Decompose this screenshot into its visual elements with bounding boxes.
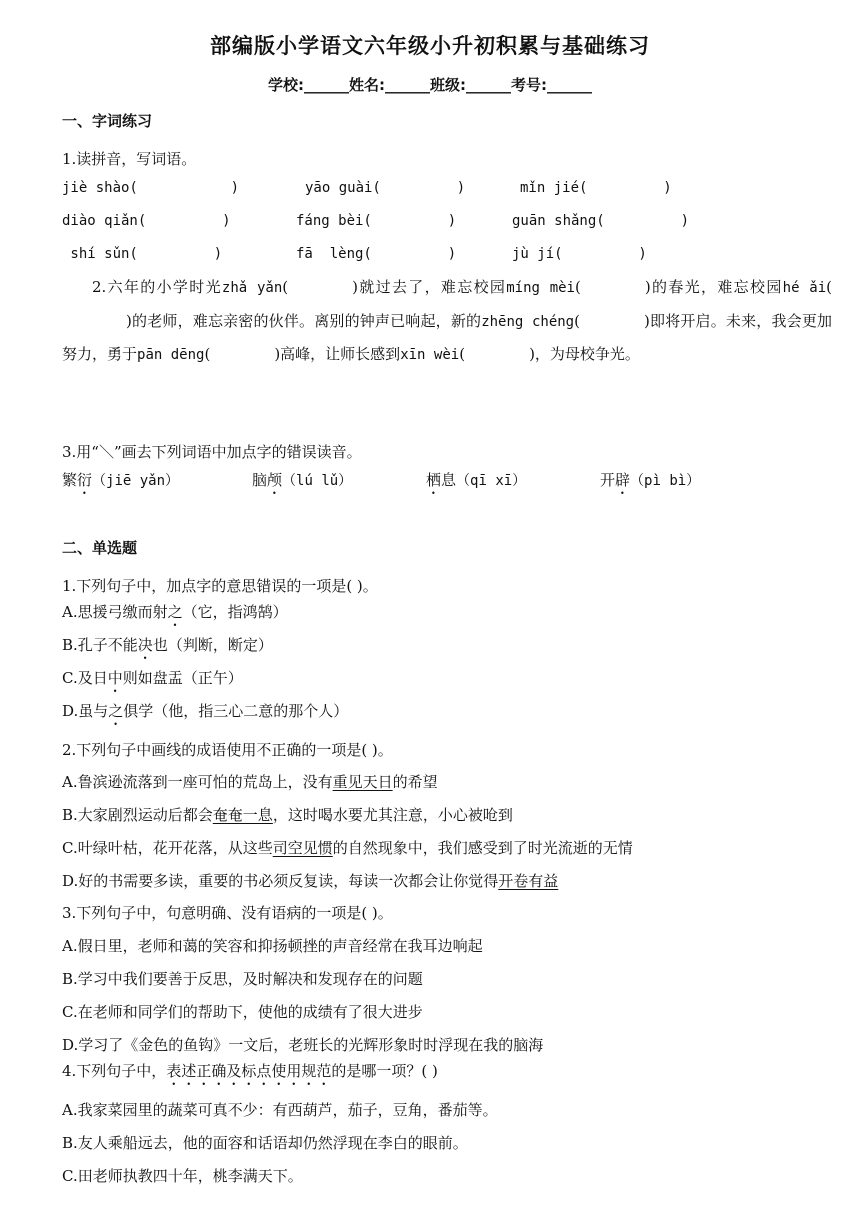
pinyin-item: shí sǔn( ) [62, 246, 223, 262]
pinyin-prompt: zhēng chéng [481, 313, 575, 330]
pronunciation-item: 脑颅（lú lǔ） [252, 471, 353, 489]
mc-question-4-stem: 4.下列句子中，表述正确及标点使用规范的是哪一项？( ) [62, 1062, 438, 1080]
pronunciation-item: 开辟（pì bì） [600, 471, 701, 489]
option-d: D.学习了《金色的鱼钩》一文后，老班长的光辉形象时时浮现在我的脑海 [62, 1036, 544, 1054]
dotted-character: 衍 [77, 471, 93, 489]
section-heading-single-choice: 二、单选题 [62, 539, 138, 557]
dotted-character: 辟 [615, 471, 631, 489]
question-2-paragraph: 2.六年的小学时光zhǎ yǎn( )就过去了，难忘校园míng mèi( )的春光，难忘校园hé ǎi()的老师，难忘亲密的伙伴。离别的钟声已响起，新的zhēng chéng( )即将开启。未来，我会更加努力，勇于pān dēng( )高峰，让师长感到xīn wèi( )，为母校争光。 [62, 278, 832, 363]
question-3-stem: 3.用“＼”画去下列词语中加点字的错误读音。 [62, 443, 362, 461]
option-b: B.大家剧烈运动后都会奄奄一息，这时喝水要尤其注意，小心被呛到 [62, 806, 513, 824]
page-title: 部编版小学语文六年级小升初积累与基础练习 [210, 34, 650, 58]
underlined-idiom: 重见天日 [332, 773, 393, 791]
pinyin-item: fáng bèi( ) [296, 213, 457, 229]
student-info-line: 学校:______姓名:______班级:______考号:______ [268, 76, 592, 94]
pinyin-item: diào qiǎn( ) [62, 213, 231, 229]
option-b: B.友人乘船远去，他的面容和话语却仍然浮现在李白的眼前。 [62, 1134, 468, 1152]
dotted-phrase: 表述正确及标点使用规范 [166, 1062, 332, 1080]
option-c: C.在老师和同学们的帮助下，使他的成绩有了很大进步 [62, 1003, 423, 1021]
dotted-character: 之 [167, 603, 183, 621]
option-a: A.鲁滨逊流落到一座可怕的荒岛上，没有重见天日的希望 [62, 773, 438, 791]
dotted-character: 之 [108, 702, 124, 720]
option-c: C.田老师执教四十年，桃李满天下。 [62, 1167, 303, 1185]
pinyin-item: jù jí( ) [512, 246, 647, 262]
mc-question-3-stem: 3.下列句子中，句意明确、没有语病的一项是( )。 [62, 904, 393, 922]
question-1-stem: 1.读拼音，写词语。 [62, 150, 197, 168]
underlined-idiom: 奄奄一息 [212, 806, 273, 824]
dotted-character: 栖 [426, 471, 442, 489]
option-c: C.叶绿叶枯，花开花落，从这些司空见惯的自然现象中，我们感受到了时光流逝的无情 [62, 839, 633, 857]
pinyin-item: mǐn jié( ) [520, 180, 672, 196]
pinyin-prompt: xīn wèi [400, 347, 460, 363]
option-a: A.我家菜园里的蔬菜可真不少：有西葫芦，茄子，豆角，番茄等。 [62, 1101, 498, 1119]
pinyin-prompt: hé ǎi [782, 280, 827, 296]
option-d: D.虽与之俱学（他，指三心二意的那个人） [62, 702, 349, 720]
pinyin-item: guān shǎng( ) [512, 213, 690, 229]
pinyin-prompt: pān dēng [137, 347, 205, 363]
option-c: C.及日中则如盘盂（正午） [62, 669, 243, 687]
option-b: B.学习中我们要善于反思，及时解决和发现存在的问题 [62, 970, 423, 988]
section-heading-vocabulary: 一、字词练习 [62, 112, 153, 130]
underlined-idiom: 司空见惯 [272, 839, 333, 857]
pinyin-item: fā lèng( ) [296, 246, 457, 262]
option-a: A.思援弓缴而射之（它，指鸿鹄） [62, 603, 288, 621]
option-a: A.假日里，老师和蔼的笑容和抑扬顿挫的声音经常在我耳边响起 [62, 937, 483, 955]
mc-question-1-stem: 1.下列句子中，加点字的意思错误的一项是( )。 [62, 577, 378, 595]
mc-question-2-stem: 2.下列句子中画线的成语使用不正确的一项是( )。 [62, 741, 393, 759]
dotted-character: 颅 [267, 471, 283, 489]
pinyin-item: jiè shào( ) [62, 180, 240, 196]
dotted-character: 中 [107, 669, 123, 687]
pronunciation-item: 栖息（qī xī） [426, 471, 527, 489]
dotted-character: 决 [137, 636, 153, 654]
pinyin-prompt: míng mèi [506, 280, 575, 296]
option-b: B.孔子不能决也（判断，断定） [62, 636, 273, 654]
pinyin-item: yāo guài( ) [305, 180, 466, 196]
pronunciation-item: 繁衍（jiē yǎn） [62, 471, 180, 489]
option-d: D.好的书需要多读，重要的书必须反复读，每读一次都会让你觉得开卷有益 [62, 872, 559, 890]
pinyin-prompt: zhǎ yǎn [221, 280, 283, 296]
underlined-idiom: 开卷有益 [498, 872, 559, 890]
